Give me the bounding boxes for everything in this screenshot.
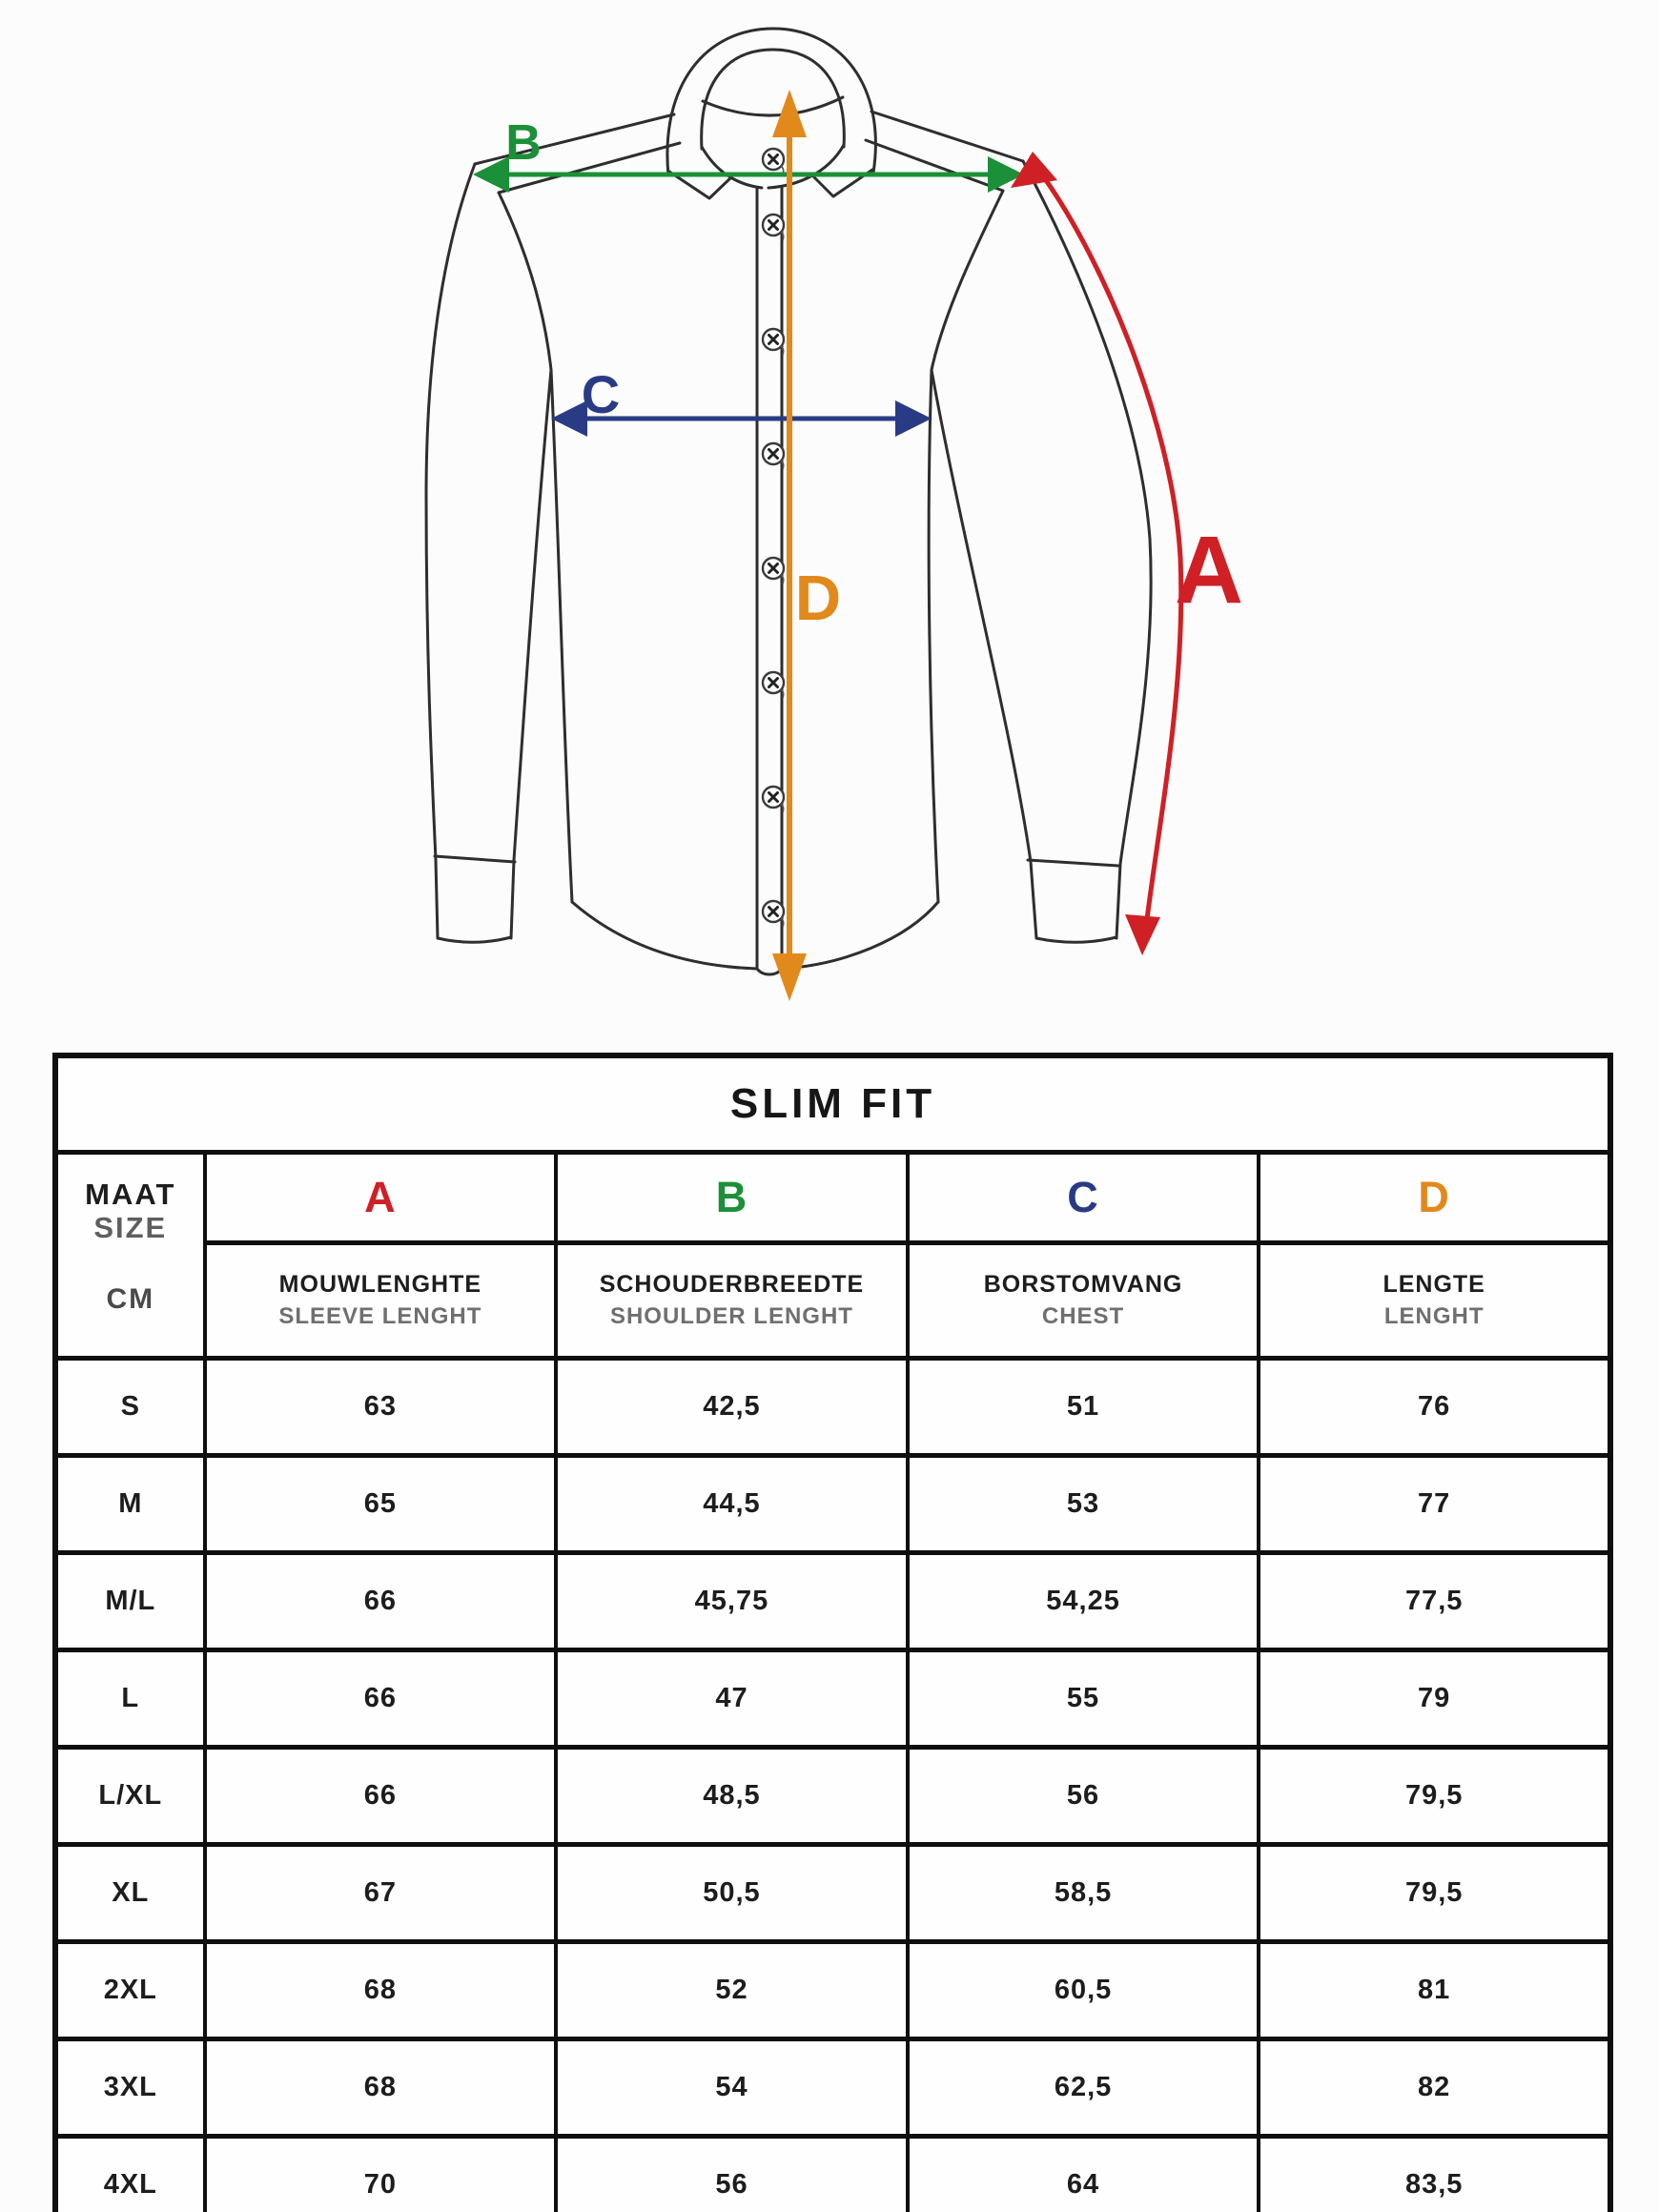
table-row bbox=[55, 2137, 1610, 2212]
value-cell: 58,5 bbox=[908, 1845, 1260, 1942]
value-cell: 52 bbox=[556, 1942, 908, 2039]
column-letter-d: D bbox=[1259, 1153, 1610, 1243]
table-row bbox=[55, 1650, 1610, 1748]
measure-arrow-b bbox=[473, 156, 1024, 193]
value-cell: 54,25 bbox=[908, 1553, 1260, 1650]
value-cell: 44,5 bbox=[556, 1456, 908, 1553]
column-letters-row bbox=[55, 1153, 1610, 1243]
value-cell: 67 bbox=[205, 1845, 557, 1942]
measure-label-d: D bbox=[794, 563, 842, 634]
value-cell: 79,5 bbox=[1259, 1748, 1610, 1845]
column-letter-c: C bbox=[908, 1153, 1260, 1243]
value-cell: 50,5 bbox=[556, 1845, 908, 1942]
size-cell: 4XL bbox=[55, 2137, 205, 2212]
value-cell: 55 bbox=[908, 1650, 1260, 1748]
size-cell: 3XL bbox=[55, 2039, 205, 2137]
size-cell: XL bbox=[55, 1845, 205, 1942]
value-cell: 82 bbox=[1259, 2039, 1610, 2137]
table-row bbox=[55, 1456, 1610, 1553]
value-cell: 53 bbox=[908, 1456, 1260, 1553]
value-cell: 79,5 bbox=[1259, 1845, 1610, 1942]
size-cell: M/L bbox=[55, 1553, 205, 1650]
value-cell: 63 bbox=[205, 1359, 557, 1456]
column-name-d: LENGTE LENGHT bbox=[1259, 1243, 1610, 1359]
column-names-row bbox=[55, 1243, 1610, 1359]
value-cell: 68 bbox=[205, 2039, 557, 2137]
value-cell: 60,5 bbox=[908, 1942, 1260, 2039]
size-table bbox=[52, 1053, 1613, 2212]
value-cell: 56 bbox=[556, 2137, 908, 2212]
value-cell: 66 bbox=[205, 1748, 557, 1845]
column-letter-a: A bbox=[205, 1153, 557, 1243]
table-row bbox=[55, 1553, 1610, 1650]
table-title: SLIM FIT bbox=[55, 1055, 1610, 1153]
table-row bbox=[55, 1845, 1610, 1942]
value-cell: 66 bbox=[205, 1650, 557, 1748]
value-cell: 64 bbox=[908, 2137, 1260, 2212]
size-header-size: SIZE bbox=[93, 1210, 168, 1244]
size-cell: M bbox=[55, 1456, 205, 1553]
size-header-maat: MAAT bbox=[85, 1178, 176, 1212]
size-header-unit: CM bbox=[106, 1282, 155, 1315]
size-cell: 2XL bbox=[55, 1942, 205, 2039]
table-row bbox=[55, 2039, 1610, 2137]
value-cell: 79 bbox=[1259, 1650, 1610, 1748]
measure-arrow-a bbox=[1011, 152, 1181, 955]
value-cell: 51 bbox=[908, 1359, 1260, 1456]
value-cell: 54 bbox=[556, 2039, 908, 2137]
value-cell: 42,5 bbox=[556, 1359, 908, 1456]
measure-label-a: A bbox=[1174, 517, 1244, 624]
value-cell: 70 bbox=[205, 2137, 557, 2212]
measure-label-b: B bbox=[505, 115, 542, 171]
size-table-body bbox=[55, 1359, 1610, 2212]
table-title-row bbox=[55, 1055, 1610, 1153]
shirt-diagram-svg bbox=[0, 0, 1659, 1049]
value-cell: 83,5 bbox=[1259, 2137, 1610, 2212]
table-row bbox=[55, 1359, 1610, 1456]
size-cell: S bbox=[55, 1359, 205, 1456]
value-cell: 81 bbox=[1259, 1942, 1610, 2039]
value-cell: 65 bbox=[205, 1456, 557, 1553]
value-cell: 66 bbox=[205, 1553, 557, 1650]
value-cell: 77 bbox=[1259, 1456, 1610, 1553]
shirt-measurement-diagram bbox=[0, 0, 1659, 1049]
value-cell: 56 bbox=[908, 1748, 1260, 1845]
value-cell: 77,5 bbox=[1259, 1553, 1610, 1650]
table-row bbox=[55, 1942, 1610, 2039]
value-cell: 47 bbox=[556, 1650, 908, 1748]
size-header-cell bbox=[55, 1153, 205, 1359]
table-row bbox=[55, 1748, 1610, 1845]
column-name-c: BORSTOMVANG CHEST bbox=[908, 1243, 1260, 1359]
value-cell: 62,5 bbox=[908, 2039, 1260, 2137]
value-cell: 48,5 bbox=[556, 1748, 908, 1845]
value-cell: 45,75 bbox=[556, 1553, 908, 1650]
value-cell: 76 bbox=[1259, 1359, 1610, 1456]
size-cell: L/XL bbox=[55, 1748, 205, 1845]
size-cell: L bbox=[55, 1650, 205, 1748]
column-letter-b: B bbox=[556, 1153, 908, 1243]
column-name-a: MOUWLENGHTE SLEEVE LENGHT bbox=[205, 1243, 557, 1359]
value-cell: 68 bbox=[205, 1942, 557, 2039]
column-name-b: SCHOUDERBREEDTE SHOULDER LENGHT bbox=[556, 1243, 908, 1359]
measure-label-c: C bbox=[581, 364, 621, 424]
